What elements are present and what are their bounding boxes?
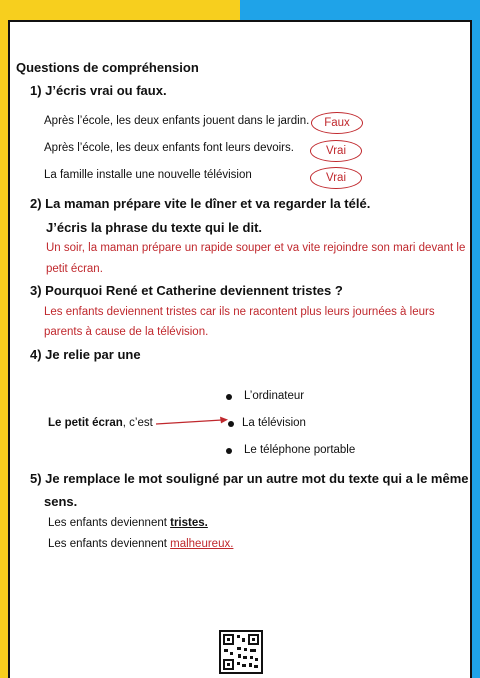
q1-item-1-text: Après l’école, les deux enfants jouent dans le jardin. <box>44 115 310 127</box>
option-bullet-1 <box>226 394 232 400</box>
q5-sentence-1 <box>48 517 208 529</box>
q3-answer-line-2: parents à cause de la télévision. <box>44 326 209 338</box>
q4-left-rest: , c’est <box>122 417 153 429</box>
worksheet-heading: Questions de compréhension <box>16 60 199 75</box>
worksheet-page <box>8 20 472 678</box>
q2-title: 2) La maman prépare vite le dîner et va regarder la télé. <box>30 196 371 211</box>
q5-title-line-1: 5) Je remplace le mot souligné par un autre mot du texte qui a le même <box>30 471 469 486</box>
q4-option-1: L’ordinateur <box>244 390 305 402</box>
q5-sentence-2-prefix: Les enfants deviennent <box>48 538 171 550</box>
q1-item-3-answer: Vrai <box>310 167 362 189</box>
q4-option-3: Le téléphone portable <box>244 444 356 456</box>
q2-answer-line-1: Un soir, la maman prépare un rapide souper et va vite rejoindre son mari devant le <box>46 242 466 254</box>
option-bullet-2 <box>228 421 234 427</box>
q3-answer-line-1: Les enfants deviennent tristes car ils ne racontent plus leurs journées à leurs <box>44 306 435 318</box>
link-arrow <box>154 414 230 430</box>
q1-title: 1) J’écris vrai ou faux. <box>30 83 167 98</box>
q2-answer-line-2: petit écran. <box>46 263 103 275</box>
q5-title-line-2: sens. <box>44 494 78 509</box>
q2-subtitle: J’écris la phrase du texte qui le dit. <box>46 220 263 235</box>
q4-option-2: La télévision <box>242 417 306 429</box>
q1-item-3-text: La famille installe une nouvelle télévision <box>44 169 252 181</box>
q4-left-bold: Le petit écran <box>48 417 123 429</box>
q5-underlined-word: tristes. <box>170 517 208 529</box>
option-bullet-3 <box>226 448 232 454</box>
q1-item-2-text: Après l’école, les deux enfants font leurs devoirs. <box>44 142 294 154</box>
q1-item-1-answer: Faux <box>311 112 363 134</box>
q1-item-2-answer: Vrai <box>310 140 362 162</box>
qr-code-icon <box>219 630 263 674</box>
q5-sentence-1-prefix: Les enfants deviennent <box>48 517 171 529</box>
q5-answer-word: malheureux. <box>170 538 234 550</box>
q4-left-phrase <box>48 417 153 429</box>
q3-title: 3) Pourquoi René et Catherine deviennent tristes ? <box>30 283 343 298</box>
q4-title: 4) Je relie par une <box>30 347 141 362</box>
q5-sentence-2 <box>48 538 233 550</box>
